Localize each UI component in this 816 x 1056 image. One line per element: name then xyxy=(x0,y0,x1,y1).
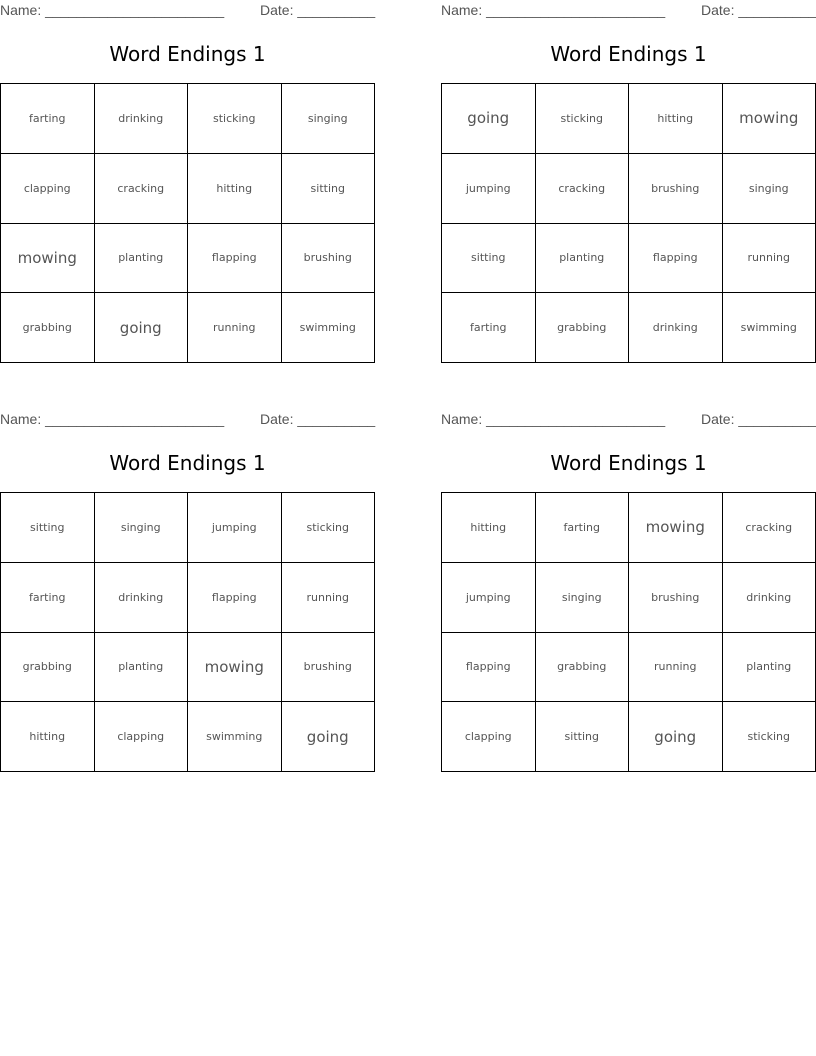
date-field: Date: __________ xyxy=(701,2,816,18)
word-cell: flapping xyxy=(442,633,536,703)
word-cell: going xyxy=(629,702,723,772)
word-cell: swimming xyxy=(282,293,376,363)
word-cell: sticking xyxy=(536,84,630,154)
word-cell: jumping xyxy=(442,563,536,633)
word-cell: brushing xyxy=(629,563,723,633)
name-field: Name: _______________________ xyxy=(0,411,225,427)
card-title: Word Endings 1 xyxy=(550,42,707,66)
word-cell: drinking xyxy=(95,84,189,154)
word-cell: farting xyxy=(1,84,95,154)
word-cell: planting xyxy=(723,633,816,703)
word-cell: flapping xyxy=(188,224,282,294)
word-cell: flapping xyxy=(629,224,723,294)
word-cell: grabbing xyxy=(536,293,630,363)
name-field: Name: _______________________ xyxy=(441,2,666,18)
word-cell: cracking xyxy=(95,154,189,224)
word-cell: running xyxy=(723,224,816,294)
word-cell: drinking xyxy=(723,563,816,633)
card-header xyxy=(441,0,816,22)
word-cell: singing xyxy=(723,154,816,224)
word-cell: hitting xyxy=(442,493,536,563)
word-cell: sticking xyxy=(282,493,376,563)
word-cell: jumping xyxy=(188,493,282,563)
word-cell: mowing xyxy=(188,633,282,703)
name-field: Name: _______________________ xyxy=(0,2,225,18)
card-header xyxy=(0,409,376,431)
card-header xyxy=(0,0,376,22)
word-cell: hitting xyxy=(1,702,95,772)
word-cell: running xyxy=(188,293,282,363)
word-cell: going xyxy=(95,293,189,363)
word-cell: brushing xyxy=(282,224,376,294)
bingo-card xyxy=(0,0,376,380)
word-cell: sitting xyxy=(282,154,376,224)
word-cell: sticking xyxy=(723,702,816,772)
word-cell: singing xyxy=(282,84,376,154)
word-cell: clapping xyxy=(442,702,536,772)
word-cell: going xyxy=(282,702,376,772)
word-cell: mowing xyxy=(629,493,723,563)
word-cell: singing xyxy=(536,563,630,633)
word-grid xyxy=(0,83,375,363)
word-cell: grabbing xyxy=(536,633,630,703)
word-cell: clapping xyxy=(1,154,95,224)
word-cell: mowing xyxy=(1,224,95,294)
word-cell: swimming xyxy=(723,293,816,363)
word-cell: cracking xyxy=(536,154,630,224)
word-cell: swimming xyxy=(188,702,282,772)
word-cell: brushing xyxy=(282,633,376,703)
date-field: Date: __________ xyxy=(260,411,376,427)
word-cell: hitting xyxy=(629,84,723,154)
bingo-card xyxy=(441,0,816,380)
word-grid xyxy=(441,492,816,772)
card-title: Word Endings 1 xyxy=(109,451,266,475)
word-cell: farting xyxy=(536,493,630,563)
word-cell: sitting xyxy=(1,493,95,563)
word-cell: farting xyxy=(1,563,95,633)
word-cell: flapping xyxy=(188,563,282,633)
word-cell: planting xyxy=(536,224,630,294)
word-cell: planting xyxy=(95,633,189,703)
word-cell: drinking xyxy=(95,563,189,633)
word-cell: sitting xyxy=(442,224,536,294)
word-cell: going xyxy=(442,84,536,154)
word-cell: sticking xyxy=(188,84,282,154)
word-cell: running xyxy=(282,563,376,633)
word-cell: cracking xyxy=(723,493,816,563)
word-cell: sitting xyxy=(536,702,630,772)
word-cell: clapping xyxy=(95,702,189,772)
word-cell: grabbing xyxy=(1,293,95,363)
date-field: Date: __________ xyxy=(260,2,376,18)
date-field: Date: __________ xyxy=(701,411,816,427)
bingo-card xyxy=(441,409,816,789)
word-cell: planting xyxy=(95,224,189,294)
card-title: Word Endings 1 xyxy=(109,42,266,66)
word-cell: grabbing xyxy=(1,633,95,703)
word-cell: jumping xyxy=(442,154,536,224)
bingo-card xyxy=(0,409,376,789)
card-header xyxy=(441,409,816,431)
name-field: Name: _______________________ xyxy=(441,411,666,427)
word-cell: brushing xyxy=(629,154,723,224)
word-cell: singing xyxy=(95,493,189,563)
word-cell: hitting xyxy=(188,154,282,224)
word-cell: farting xyxy=(442,293,536,363)
word-cell: drinking xyxy=(629,293,723,363)
word-grid xyxy=(441,83,816,363)
word-cell: running xyxy=(629,633,723,703)
word-cell: mowing xyxy=(723,84,816,154)
card-title: Word Endings 1 xyxy=(550,451,707,475)
word-grid xyxy=(0,492,375,772)
